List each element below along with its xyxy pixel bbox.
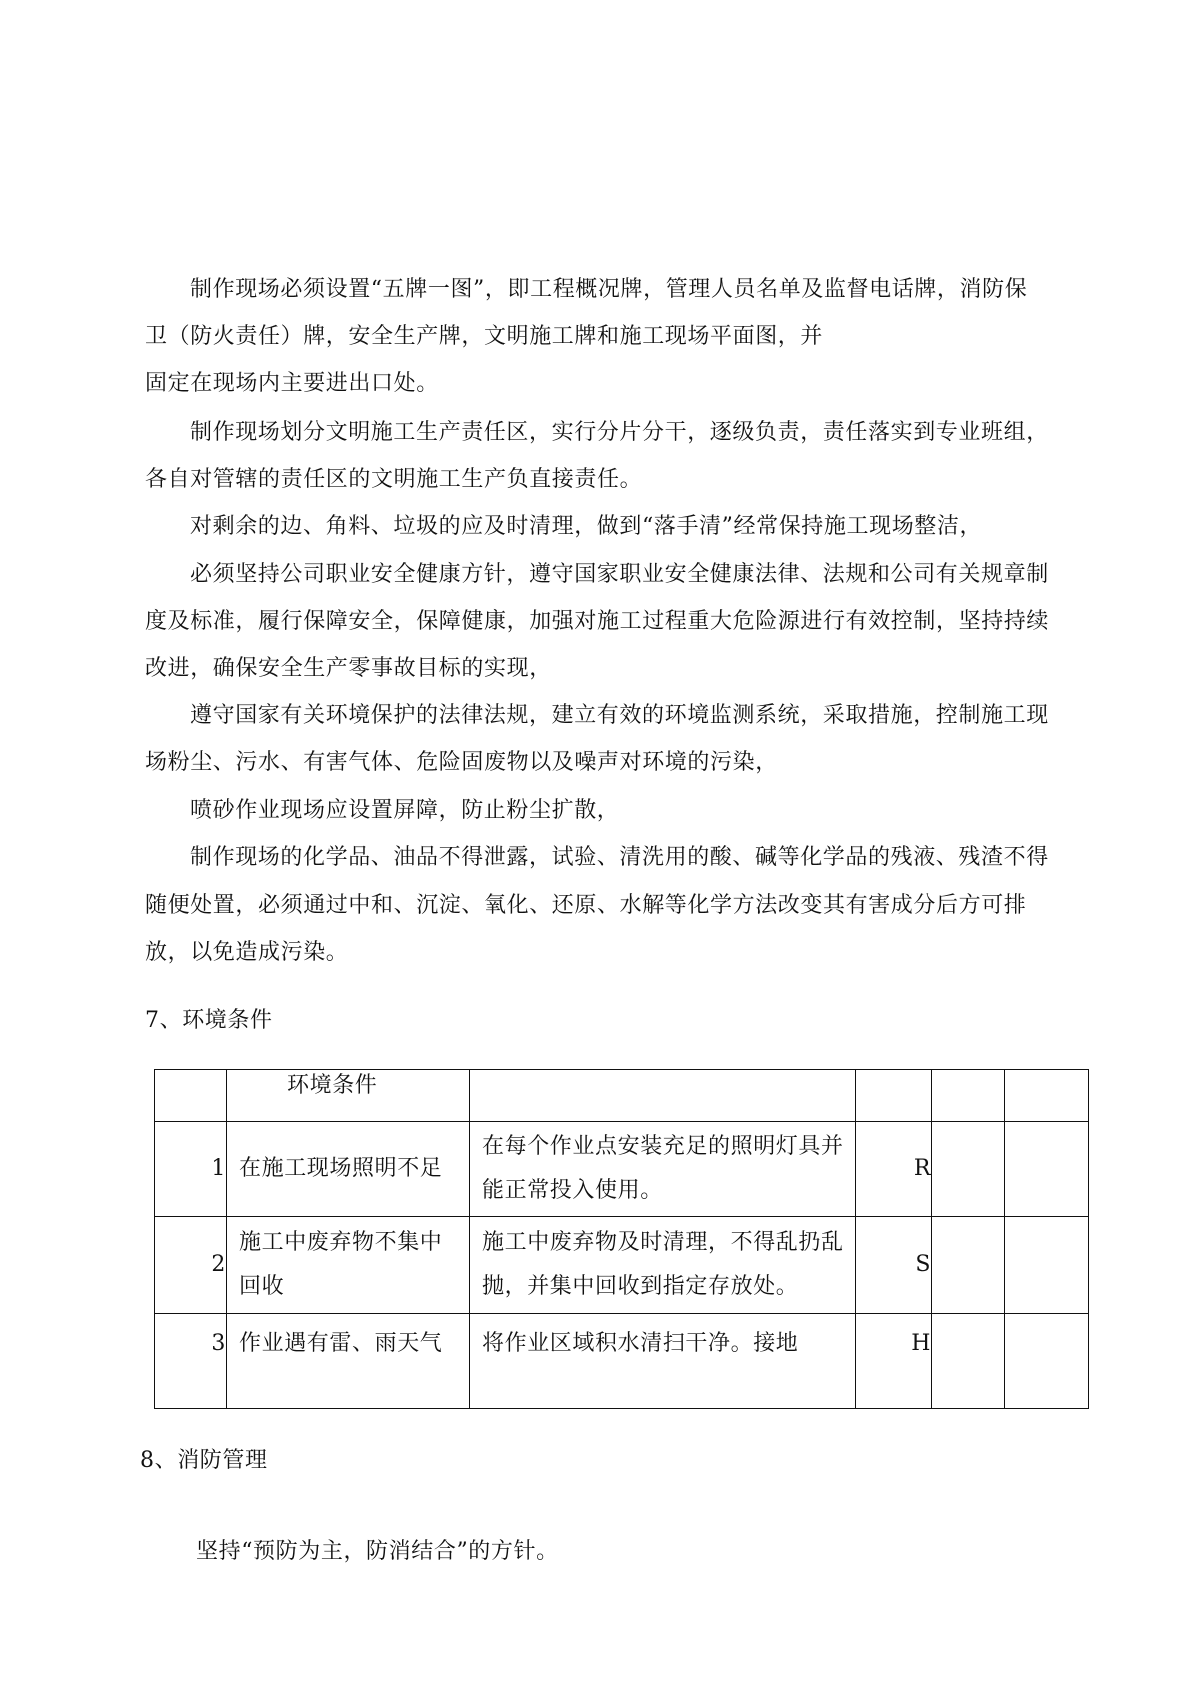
paragraph-line: 固定在现场内主要进出口处。 — [145, 371, 439, 396]
table-header-cell — [932, 1070, 1005, 1122]
row-number: 2 — [155, 1217, 227, 1314]
paragraph-line: 制作现场划分文明施工生产责任区，实行分片分干，逐级负责，责任落实到专业班组， — [190, 420, 1049, 445]
row-number: 3 — [155, 1314, 227, 1409]
empty-cell — [1005, 1122, 1089, 1217]
table-header-row — [155, 1070, 1089, 1122]
paragraph-line: 喷砂作业现场应设置屏障，防止粉尘扩散， — [190, 798, 620, 823]
level-cell: H — [856, 1314, 932, 1409]
empty-cell — [1005, 1314, 1089, 1409]
paragraph-line: 场粉尘、污水、有害气体、危险固废物以及噪声对环境的污染， — [145, 750, 778, 775]
level-cell: R — [856, 1122, 932, 1217]
table-row — [155, 1122, 1089, 1217]
paragraph-line: 制作现场的化学品、油品不得泄露，试验、清洗用的酸、碱等化学品的残液、残渣不得 — [190, 845, 1049, 870]
table-row — [155, 1217, 1089, 1314]
table-header-cell: 环境条件 — [227, 1070, 470, 1122]
empty-cell — [932, 1314, 1005, 1409]
paragraph-line: 卫（防火责任）牌，安全生产牌，文明施工牌和施工现场平面图，并 — [145, 324, 824, 349]
paragraph-line: 改进，确保安全生产零事故目标的实现， — [145, 656, 552, 681]
table-row — [155, 1314, 1089, 1409]
empty-cell — [932, 1122, 1005, 1217]
table-header-cell — [470, 1070, 856, 1122]
section-7-heading: 7、环境条件 — [145, 1008, 273, 1033]
table-header-cell — [1005, 1070, 1089, 1122]
paragraph-line: 制作现场必须设置“五牌一图”，即工程概况牌，管理人员名单及监督电话牌，消防保 — [190, 277, 1028, 302]
section-8-heading: 8、消防管理 — [140, 1448, 268, 1473]
measure-cell: 在每个作业点安装充足的照明灯具并能正常投入使用。 — [470, 1122, 856, 1217]
empty-cell — [932, 1217, 1005, 1314]
paragraph-line: 遵守国家有关环境保护的法律法规，建立有效的环境监测系统，采取措施，控制施工现 — [190, 703, 1049, 728]
row-number: 1 — [155, 1122, 227, 1217]
condition-cell: 在施工现场照明不足 — [227, 1122, 470, 1217]
empty-cell — [1005, 1217, 1089, 1314]
condition-cell: 施工中废弃物不集中回收 — [227, 1217, 470, 1314]
measure-cell: 施工中废弃物及时清理，不得乱扔乱抛，并集中回收到指定存放处。 — [470, 1217, 856, 1314]
table-header-cell — [856, 1070, 932, 1122]
table-header-cell — [155, 1070, 227, 1122]
paragraph-line: 放，以免造成污染。 — [145, 940, 349, 965]
paragraph-line: 度及标准，履行保障安全，保障健康，加强对施工过程重大危险源进行有效控制，坚持持续 — [145, 609, 1050, 634]
condition-cell: 作业遇有雷、雨天气 — [227, 1314, 470, 1409]
section-8-text: 坚持“预防为主，防消结合”的方针。 — [196, 1539, 559, 1564]
paragraph-line: 各自对管辖的责任区的文明施工生产负直接责任。 — [145, 467, 643, 492]
paragraph-line: 随便处置，必须通过中和、沉淀、氧化、还原、水解等化学方法改变其有害成分后方可排 — [145, 893, 1027, 918]
level-cell: S — [856, 1217, 932, 1314]
environment-conditions-table — [154, 1069, 1089, 1409]
paragraph-line: 对剩余的边、角料、垃圾的应及时清理，做到“落手清”经常保持施工现场整洁， — [190, 514, 983, 539]
measure-cell: 将作业区域积水清扫干净。接地 — [470, 1314, 856, 1409]
paragraph-line: 必须坚持公司职业安全健康方针，遵守国家职业安全健康法律、法规和公司有关规章制 — [190, 562, 1049, 587]
